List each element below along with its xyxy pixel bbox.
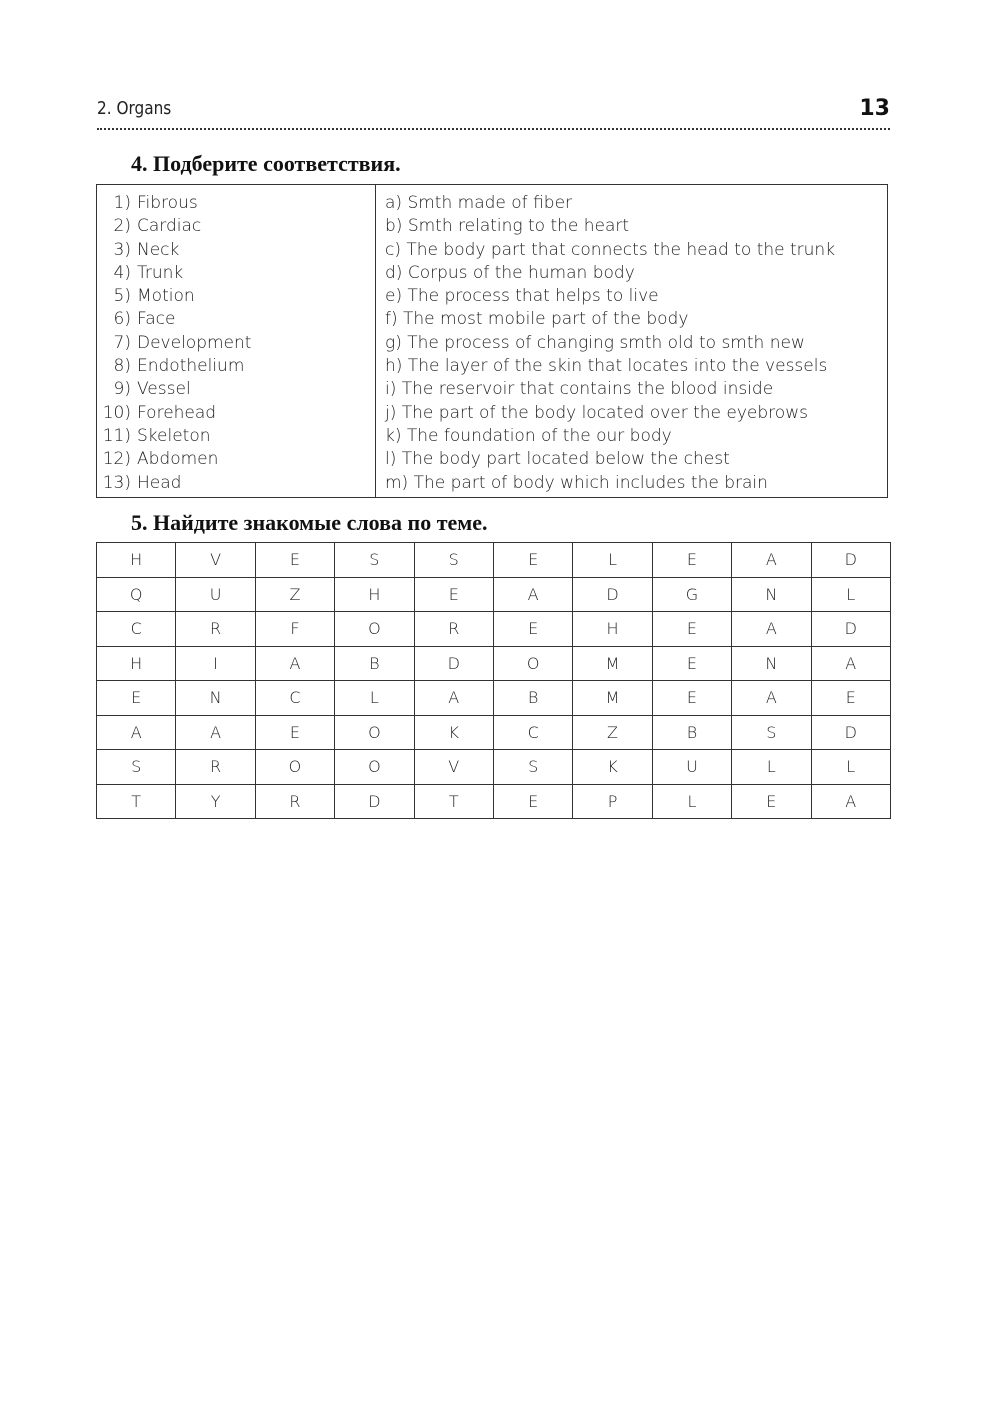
grid-cell: C (97, 612, 176, 647)
term-text: Trunk (137, 262, 184, 283)
grid-cell: E (732, 784, 811, 819)
grid-cell: A (255, 646, 334, 681)
term-item (97, 262, 367, 285)
grid-row (97, 715, 891, 750)
grid-cell: M (573, 681, 652, 716)
column-divider (375, 185, 376, 497)
term-number: 2) (113, 216, 131, 237)
grid-cell: N (732, 646, 811, 681)
grid-cell: B (493, 681, 572, 716)
grid-cell: E (652, 681, 731, 716)
definition-item: k) The foundation of the our body (385, 425, 672, 446)
grid-cell: A (97, 715, 176, 750)
grid-cell: A (811, 784, 890, 819)
grid-cell: Z (573, 715, 652, 750)
term-number: 13) (102, 472, 131, 493)
grid-cell: F (255, 612, 334, 647)
grid-cell: O (493, 646, 572, 681)
grid-cell: E (652, 543, 731, 578)
definition-item: b) Smth relating to the heart (385, 216, 630, 237)
grid-cell: K (573, 750, 652, 785)
term-text: Neck (137, 239, 180, 260)
grid-cell: Y (176, 784, 255, 819)
grid-cell: O (255, 750, 334, 785)
term-item (97, 448, 367, 471)
grid-row (97, 543, 891, 578)
definition-item: a) Smth made of fiber (385, 193, 573, 213)
grid-cell: A (493, 577, 572, 612)
grid-cell: R (414, 612, 493, 647)
grid-cell: L (811, 750, 890, 785)
grid-cell: L (732, 750, 811, 785)
grid-cell: E (811, 681, 890, 716)
grid-cell: T (414, 784, 493, 819)
term-text: Endothelium (137, 356, 245, 377)
term-item (97, 239, 367, 262)
term-item (97, 355, 367, 378)
grid-cell: A (732, 681, 811, 716)
grid-cell: E (255, 543, 334, 578)
grid-cell: H (97, 646, 176, 681)
grid-cell: V (414, 750, 493, 785)
grid-cell: L (652, 784, 731, 819)
term-item (97, 285, 367, 308)
definition-item: i) The reservoir that contains the blood inside (385, 379, 774, 400)
term-number: 5) (113, 286, 131, 307)
grid-cell: A (414, 681, 493, 716)
term-number: 1) (113, 193, 131, 213)
term-text: Fibrous (137, 193, 198, 213)
grid-cell: O (335, 715, 414, 750)
term-number: 11) (102, 425, 131, 446)
definition-item: e) The process that helps to live (385, 286, 659, 307)
grid-cell: V (176, 543, 255, 578)
grid-cell: D (414, 646, 493, 681)
term-number: 8) (113, 356, 131, 377)
term-number: 4) (113, 262, 131, 283)
grid-cell: O (335, 612, 414, 647)
grid-cell: S (414, 543, 493, 578)
term-text: Forehead (137, 402, 217, 423)
grid-cell: D (811, 543, 890, 578)
page-number: 13 (859, 96, 890, 121)
grid-cell: Z (255, 577, 334, 612)
header-dotted-rule (97, 128, 890, 130)
term-item (97, 332, 367, 355)
grid-cell: N (176, 681, 255, 716)
grid-cell: S (335, 543, 414, 578)
grid-cell: A (732, 543, 811, 578)
grid-cell: T (97, 784, 176, 819)
term-number: 10) (102, 402, 131, 423)
term-item (97, 378, 367, 401)
grid-cell: D (811, 612, 890, 647)
grid-cell: A (732, 612, 811, 647)
terms-column (97, 192, 367, 495)
grid-cell: N (732, 577, 811, 612)
term-number: 7) (113, 332, 131, 353)
grid-row (97, 750, 891, 785)
term-text: Head (137, 472, 182, 493)
task4-title: 4. Подберите соответствия. (131, 151, 401, 176)
grid-cell: R (255, 784, 334, 819)
grid-cell: S (493, 750, 572, 785)
grid-cell: E (493, 612, 572, 647)
term-number: 9) (113, 379, 131, 400)
grid-cell: Q (97, 577, 176, 612)
grid-cell: D (335, 784, 414, 819)
grid-cell: B (652, 715, 731, 750)
grid-cell: C (493, 715, 572, 750)
grid-cell: S (97, 750, 176, 785)
grid-cell: E (652, 612, 731, 647)
grid-cell: U (652, 750, 731, 785)
grid-cell: G (652, 577, 731, 612)
grid-cell: K (414, 715, 493, 750)
grid-cell: E (493, 543, 572, 578)
term-item (97, 472, 367, 495)
matching-table (96, 184, 888, 498)
grid-row (97, 612, 891, 647)
term-item (97, 308, 367, 331)
grid-cell: D (573, 577, 652, 612)
definition-item: m) The part of body which includes the brain (385, 472, 768, 493)
grid-cell: S (732, 715, 811, 750)
grid-cell: H (335, 577, 414, 612)
grid-row (97, 646, 891, 681)
term-text: Vessel (137, 379, 191, 400)
term-text: Motion (137, 286, 195, 307)
grid-cell: A (176, 715, 255, 750)
definition-item: d) Corpus of the human body (385, 262, 635, 283)
grid-cell: E (493, 784, 572, 819)
grid-cell: L (335, 681, 414, 716)
term-text: Cardiac (137, 216, 202, 237)
definitions-column (385, 192, 885, 495)
grid-cell: A (811, 646, 890, 681)
task5-title: 5. Найдите знакомые слова по теме. (131, 510, 488, 535)
grid-cell: I (176, 646, 255, 681)
grid-cell: U (176, 577, 255, 612)
term-text: Development (137, 332, 252, 353)
definition-item: j) The part of the body located over the eyebrows (385, 402, 808, 423)
term-number: 3) (113, 239, 131, 260)
grid-cell: H (573, 612, 652, 647)
grid-cell: B (335, 646, 414, 681)
term-number: 6) (113, 309, 131, 330)
definition-item: g) The process of changing smth old to smth new (385, 332, 805, 353)
grid-row (97, 577, 891, 612)
term-item (97, 215, 367, 238)
grid-cell: E (97, 681, 176, 716)
word-search-grid (96, 542, 891, 819)
grid-cell: E (414, 577, 493, 612)
term-item (97, 402, 367, 425)
grid-cell: M (573, 646, 652, 681)
term-item (97, 425, 367, 448)
grid-cell: H (97, 543, 176, 578)
grid-cell: O (335, 750, 414, 785)
grid-cell: R (176, 750, 255, 785)
grid-cell: E (255, 715, 334, 750)
grid-cell: P (573, 784, 652, 819)
term-number: 12) (102, 449, 131, 470)
grid-row (97, 784, 891, 819)
grid-cell: L (573, 543, 652, 578)
grid-row (97, 681, 891, 716)
definition-item: f) The most mobile part of the body (385, 309, 689, 330)
term-text: Skeleton (137, 425, 211, 446)
term-text: Face (137, 309, 176, 330)
grid-cell: E (652, 646, 731, 681)
header-section-title: 2. Organs (97, 98, 172, 119)
grid-cell: C (255, 681, 334, 716)
grid-cell: L (811, 577, 890, 612)
term-text: Abdomen (137, 449, 219, 470)
grid-cell: R (176, 612, 255, 647)
definition-item: h) The layer of the skin that locates into the vessels (385, 356, 828, 377)
term-item (97, 192, 367, 215)
definition-item: c) The body part that connects the head to the trunk (385, 239, 836, 260)
grid-cell: D (811, 715, 890, 750)
definition-item: l) The body part located below the chest (385, 449, 730, 470)
